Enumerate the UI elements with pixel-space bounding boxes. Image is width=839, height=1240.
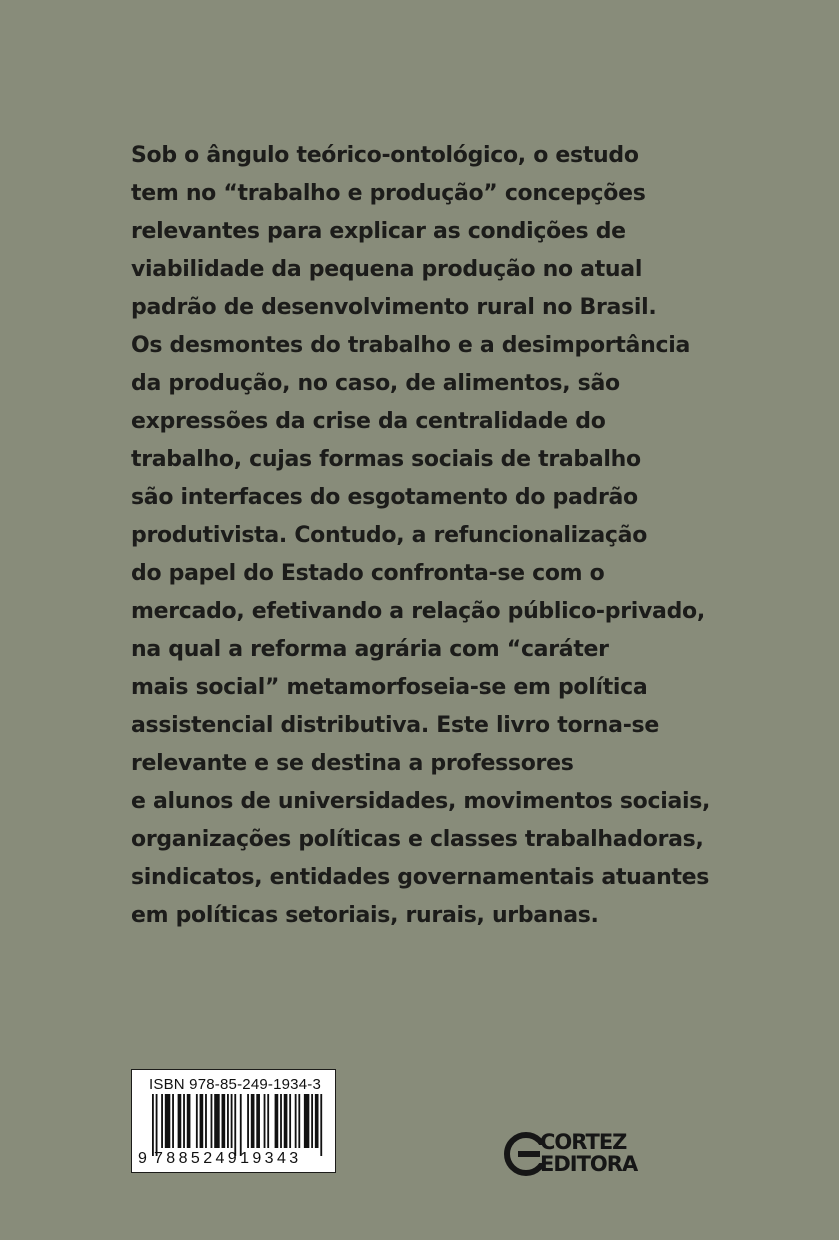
blurb-line: mais social” metamorfoseia-se em política: [131, 675, 648, 700]
blurb-line: em políticas setoriais, rurais, urbanas.: [131, 903, 599, 928]
isbn-label: ISBN 978-85-249-1934-3: [149, 1076, 322, 1093]
blurb-line: relevantes para explicar as condições de: [131, 219, 626, 244]
barcode-bars: [152, 1094, 324, 1156]
logo-text-cortez: CORTEZ: [540, 1130, 627, 1154]
blurb-line: trabalho, cujas formas sociais de trabalho: [131, 447, 641, 472]
ean-digits: 788524919343: [154, 1150, 302, 1167]
blurb-line: assistencial distributiva. Este livro torna-se: [131, 713, 659, 738]
back-cover-blurb: [131, 137, 721, 935]
ean-first-digit: 9: [138, 1150, 147, 1167]
blurb-line: organizações políticas e classes trabalhadoras,: [131, 827, 704, 852]
blurb-line: relevante e se destina a professores: [131, 751, 574, 776]
blurb-line: padrão de desenvolvimento rural no Brasil.: [131, 295, 657, 320]
isbn-barcode: [131, 1069, 336, 1173]
blurb-line: viabilidade da pequena produção no atual: [131, 257, 643, 282]
blurb-line: mercado, efetivando a relação público-privado,: [131, 599, 705, 624]
blurb-line: e alunos de universidades, movimentos sociais,: [131, 789, 711, 814]
blurb-line: Os desmontes do trabalho e a desimportância: [131, 333, 690, 358]
blurb-line: da produção, no caso, de alimentos, são: [131, 371, 620, 396]
blurb-line: Sob o ângulo teórico-ontológico, o estudo: [131, 143, 639, 168]
logo-text-editora: EDITORA: [540, 1152, 638, 1176]
blurb-line: sindicatos, entidades governamentais atuantes: [131, 865, 710, 890]
blurb-line: produtivista. Contudo, a refuncionalização: [131, 523, 648, 548]
blurb-line: do papel do Estado confronta-se com o: [131, 561, 605, 586]
blurb-line: na qual a reforma agrária com “caráter: [131, 637, 609, 662]
blurb-line: tem no “trabalho e produção” concepções: [131, 181, 646, 206]
blurb-line: são interfaces do esgotamento do padrão: [131, 485, 638, 510]
publisher-logo: [504, 1130, 644, 1178]
blurb-line: expressões da crise da centralidade do: [131, 409, 606, 434]
